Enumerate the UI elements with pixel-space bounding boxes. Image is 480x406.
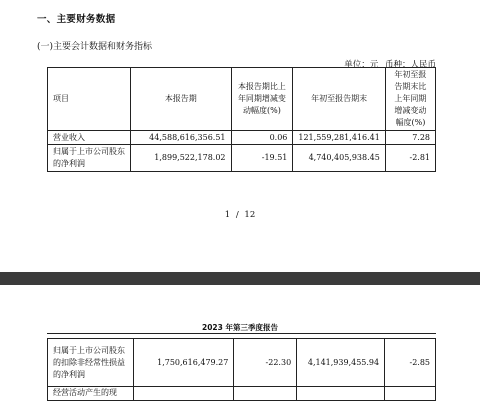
header-current-change: 本报告期比上年同期增减变动幅度(%) [231,68,293,131]
row-ytd-value: 4,740,405,938.45 [293,145,385,172]
row-ytd-change: -2.85 [385,339,436,387]
row-label: 经营活动产生的现 [48,387,134,401]
row-ytd-value: 121,559,281,416.41 [293,131,385,145]
table-header-row [48,68,436,131]
header-item: 项目 [48,68,131,131]
page-separator [0,272,480,285]
row-label: 营业收入 [48,131,131,145]
sub-heading: (一)主要会计数据和财务指标 [37,42,153,52]
row-current-change [234,387,297,401]
row-ytd-value: 4,141,939,455.94 [297,339,385,387]
header-ytd-change: 年初至报告期末比上年同期增减变动幅度(%) [385,68,435,131]
report-title: 2023 年第三季度报告 [202,323,278,332]
row-current-value: 1,899,522,178.02 [131,145,231,172]
row-current-value: 1,750,616,479.27 [133,339,234,387]
row-current-change: 0.06 [231,131,293,145]
table-row [48,145,436,172]
row-ytd-value [297,387,385,401]
row-label: 归属于上市公司股东的扣除非经常性损益的净利润 [48,339,134,387]
financial-data-table [47,67,436,172]
row-current-value: 44,588,616,356.51 [131,131,231,145]
unit-currency-note: 单位：元 币种：人民币 [344,60,436,70]
header-current-period: 本报告期 [131,68,231,131]
table-row [48,131,436,145]
header-ytd: 年初至报告期末 [293,68,385,131]
report-page-2 [0,285,480,406]
row-current-change: -22.30 [234,339,297,387]
row-ytd-change: 7.28 [385,131,435,145]
row-ytd-change [385,387,436,401]
page-number: 1 / 12 [224,210,256,220]
row-current-change: -19.51 [231,145,293,172]
section-heading: 一、主要财务数据 [37,14,116,25]
row-current-value [133,387,234,401]
table-row [48,339,436,387]
financial-data-table-continued [47,338,436,401]
row-label: 归属于上市公司股东的净利润 [48,145,131,172]
table-row [48,387,436,401]
row-ytd-change: -2.81 [385,145,435,172]
title-rule [47,333,436,334]
